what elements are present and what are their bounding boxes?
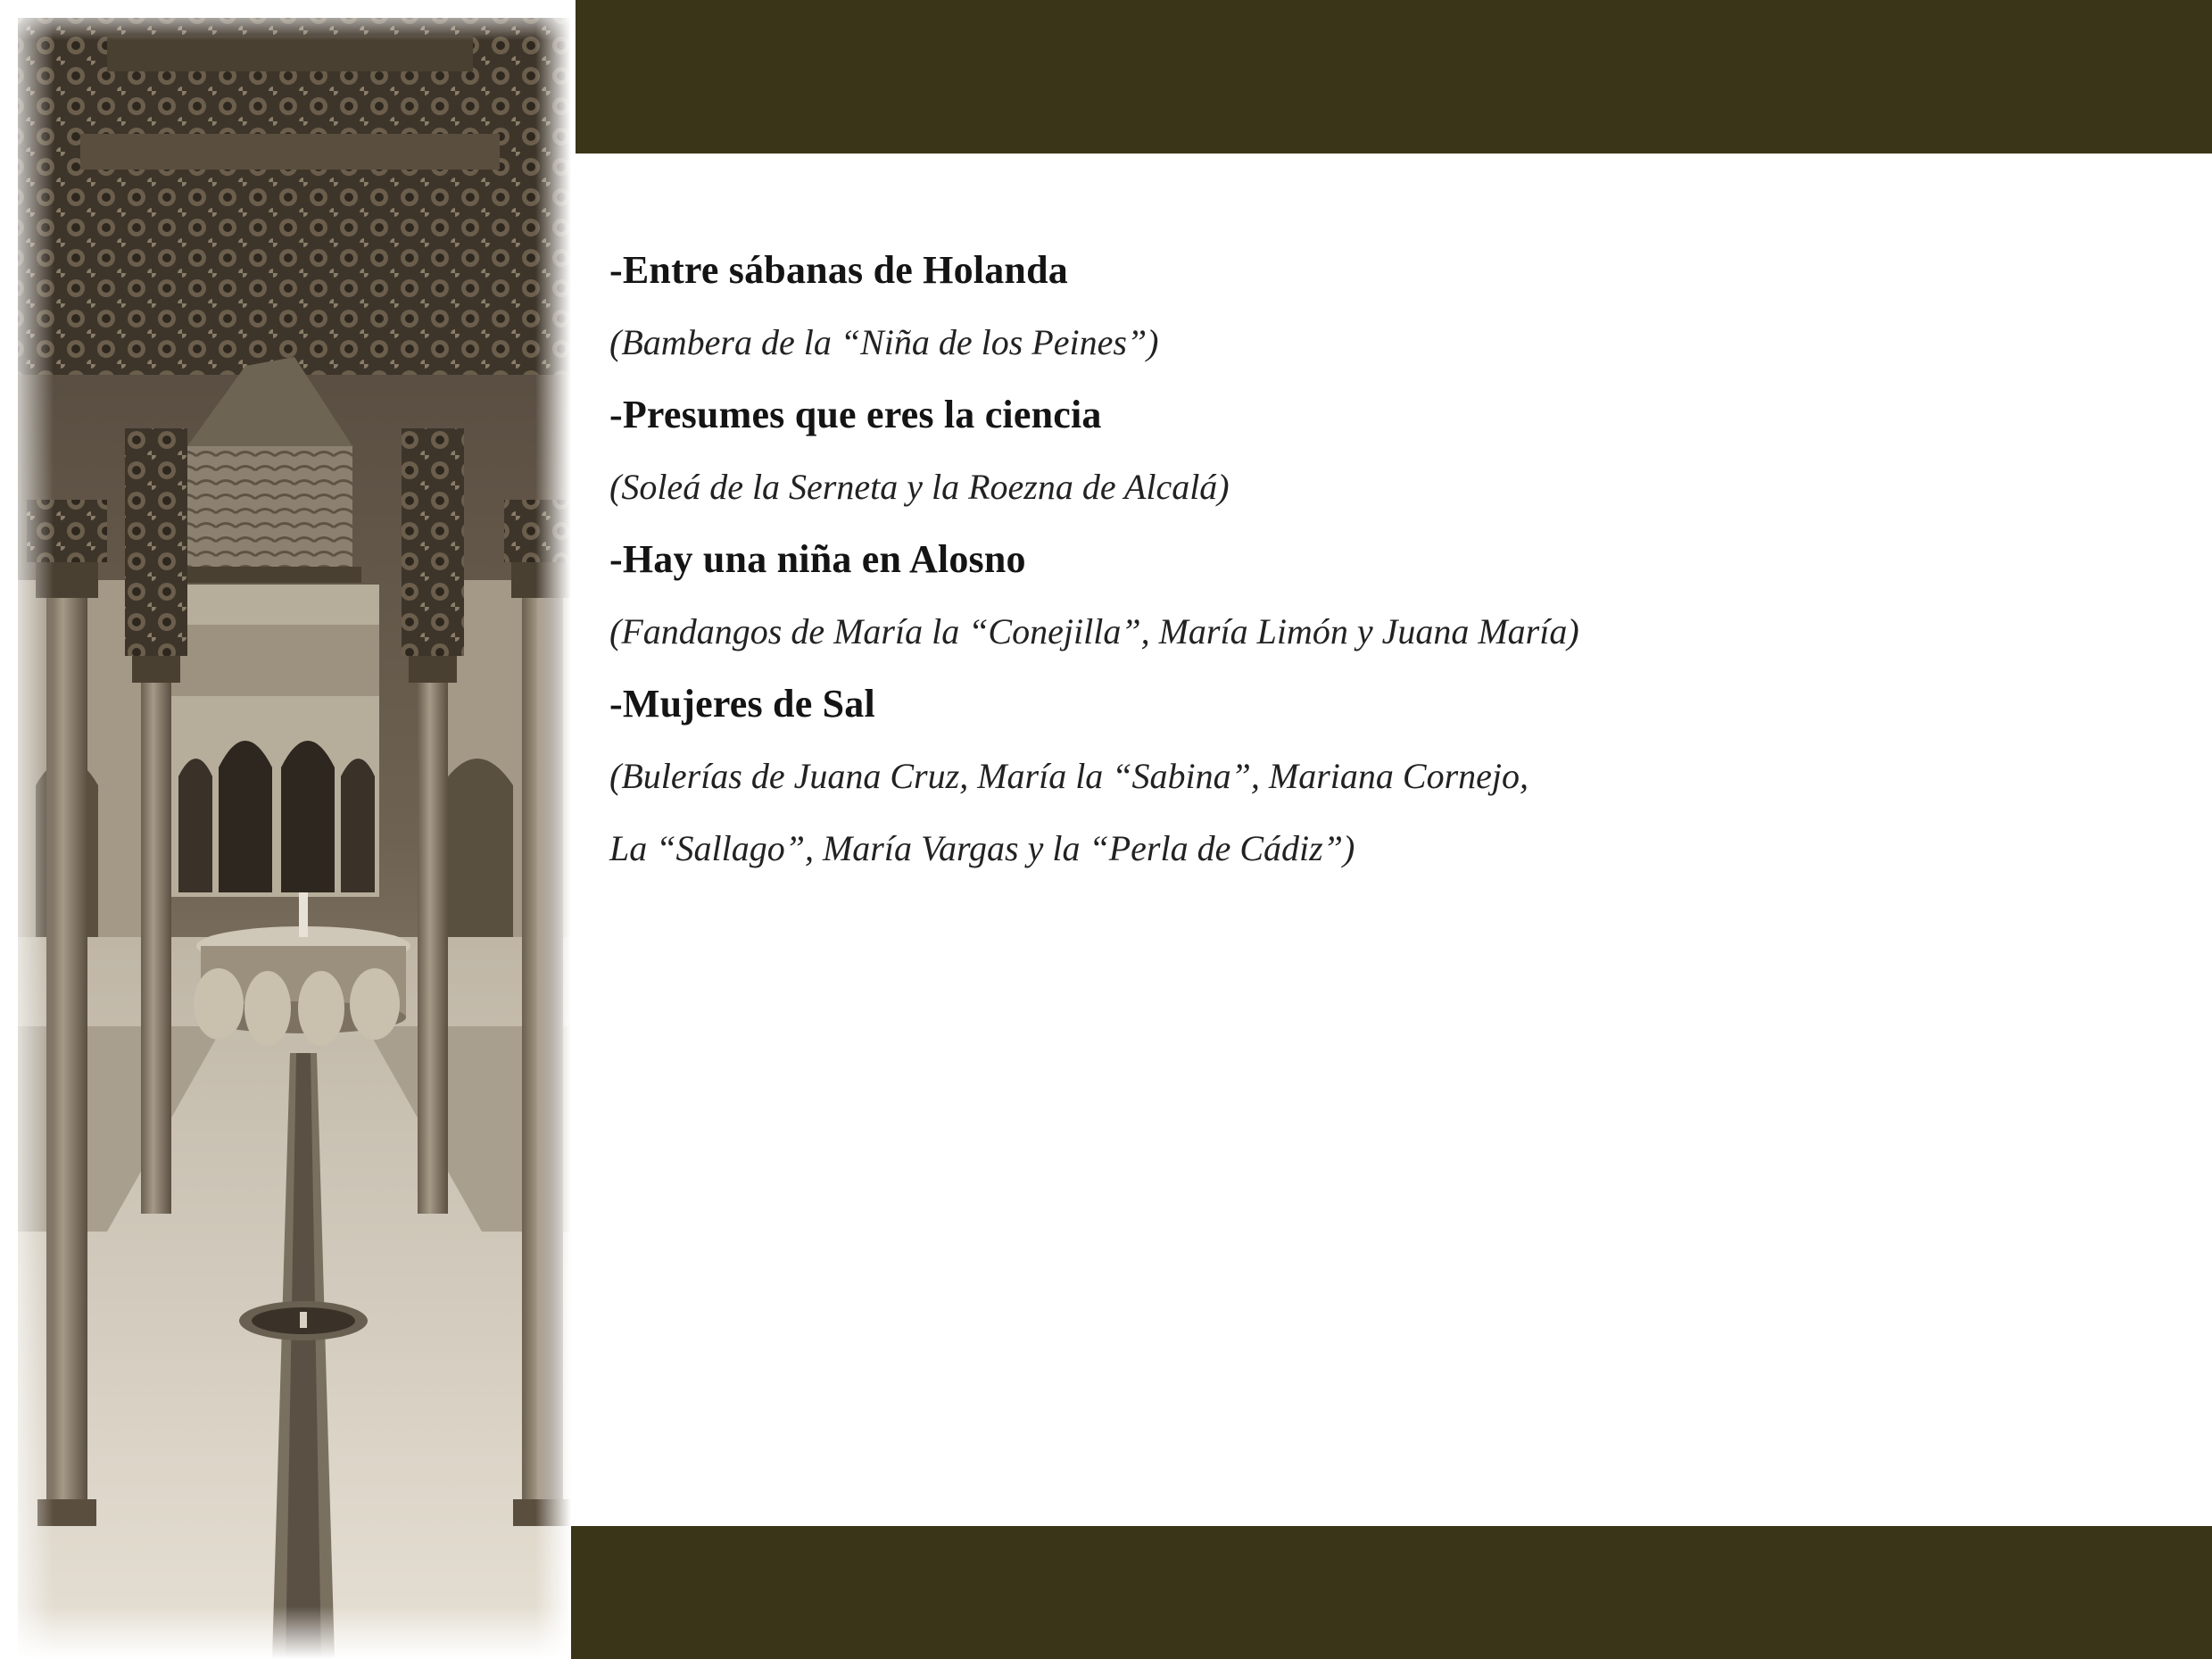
track-title: -Hay una niña en Alosno [609,537,1026,581]
track-credit: (Bambera de la “Niña de los Peines”) [609,322,1159,362]
track-title: -Entre sábanas de Holanda [609,248,1068,292]
courtyard-photo [0,0,571,1659]
track-credit: (Bulerías de Juana Cruz, María la “Sabina”, Mariana Cornejo, [609,756,1529,796]
top-band [576,0,2212,153]
track-credit: La “Sallago”, María Vargas y la “Perla de Cádiz”) [609,828,1355,868]
track-title: -Presumes que eres la ciencia [609,393,1102,436]
track-credit: (Fandangos de María la “Conejilla”, María Limón y Juana María) [609,611,1579,651]
track-credit: (Soleá de la Serneta y la Roezna de Alcalá) [609,467,1230,507]
track-title: -Mujeres de Sal [609,682,875,726]
bottom-band [571,1526,2212,1659]
track-list [609,234,2126,884]
